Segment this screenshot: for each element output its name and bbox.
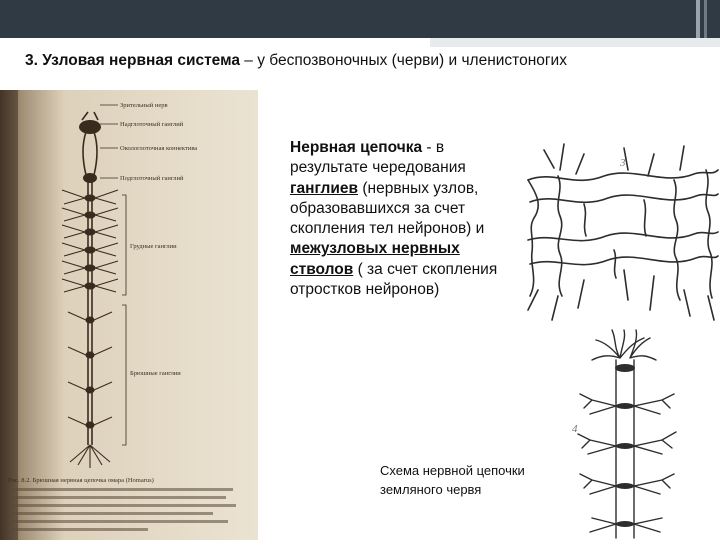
book-label-thoracic: Грудные ганглии: [130, 243, 177, 250]
figure-4-number: 4: [572, 423, 578, 435]
earthworm-nerve-chain-figure: [562, 328, 720, 540]
book-label-subesophageal: Подглоточный ганглий: [120, 175, 184, 182]
term-ganglia: ганглиев: [290, 179, 359, 197]
book-label-connective: Окологлоточная коннектива: [120, 145, 198, 152]
body-text-3: ( за счет скопления отростков нейронов): [290, 260, 498, 299]
book-label-abdominal: Брюшные ганглии: [130, 370, 181, 377]
slide-title-bold: 3. Узловая нервная система: [25, 52, 240, 69]
body-text-1: - в результате чередования: [290, 139, 466, 177]
header-accent-stripe: [696, 0, 700, 38]
slide-title-rest: – у беспозвоночных (черви) и членистоногих: [239, 52, 567, 69]
slide-header-bar: [0, 0, 720, 38]
nerve-network-figure: [524, 140, 720, 328]
body-text-2: (нервных узлов, образовавшихся за счет скопления тел нейронов) и: [290, 179, 485, 238]
figure-caption: Схема нервной цепочки земляного червя: [380, 463, 525, 497]
header-accent-band: [430, 38, 720, 47]
figure-3-number: 3: [620, 157, 626, 169]
term-internodal-trunks: межузловых нервных стволов: [290, 240, 460, 278]
header-accent-stripe-2: [704, 0, 707, 38]
book-figure-caption: Рис. 8.2. Брюшная нервная цепочка омара (Homarus): [8, 477, 154, 484]
book-label-optic-nerve: Зрительный нерв: [120, 102, 168, 109]
book-label-supraesophageal: Надглоточный ганглий: [120, 121, 184, 128]
lobster-nerve-chain-figure: [0, 90, 258, 540]
term-nerve-chain: Нервная цепочка: [290, 139, 423, 156]
slide-title: [25, 52, 715, 70]
body-paragraph: [290, 138, 520, 300]
